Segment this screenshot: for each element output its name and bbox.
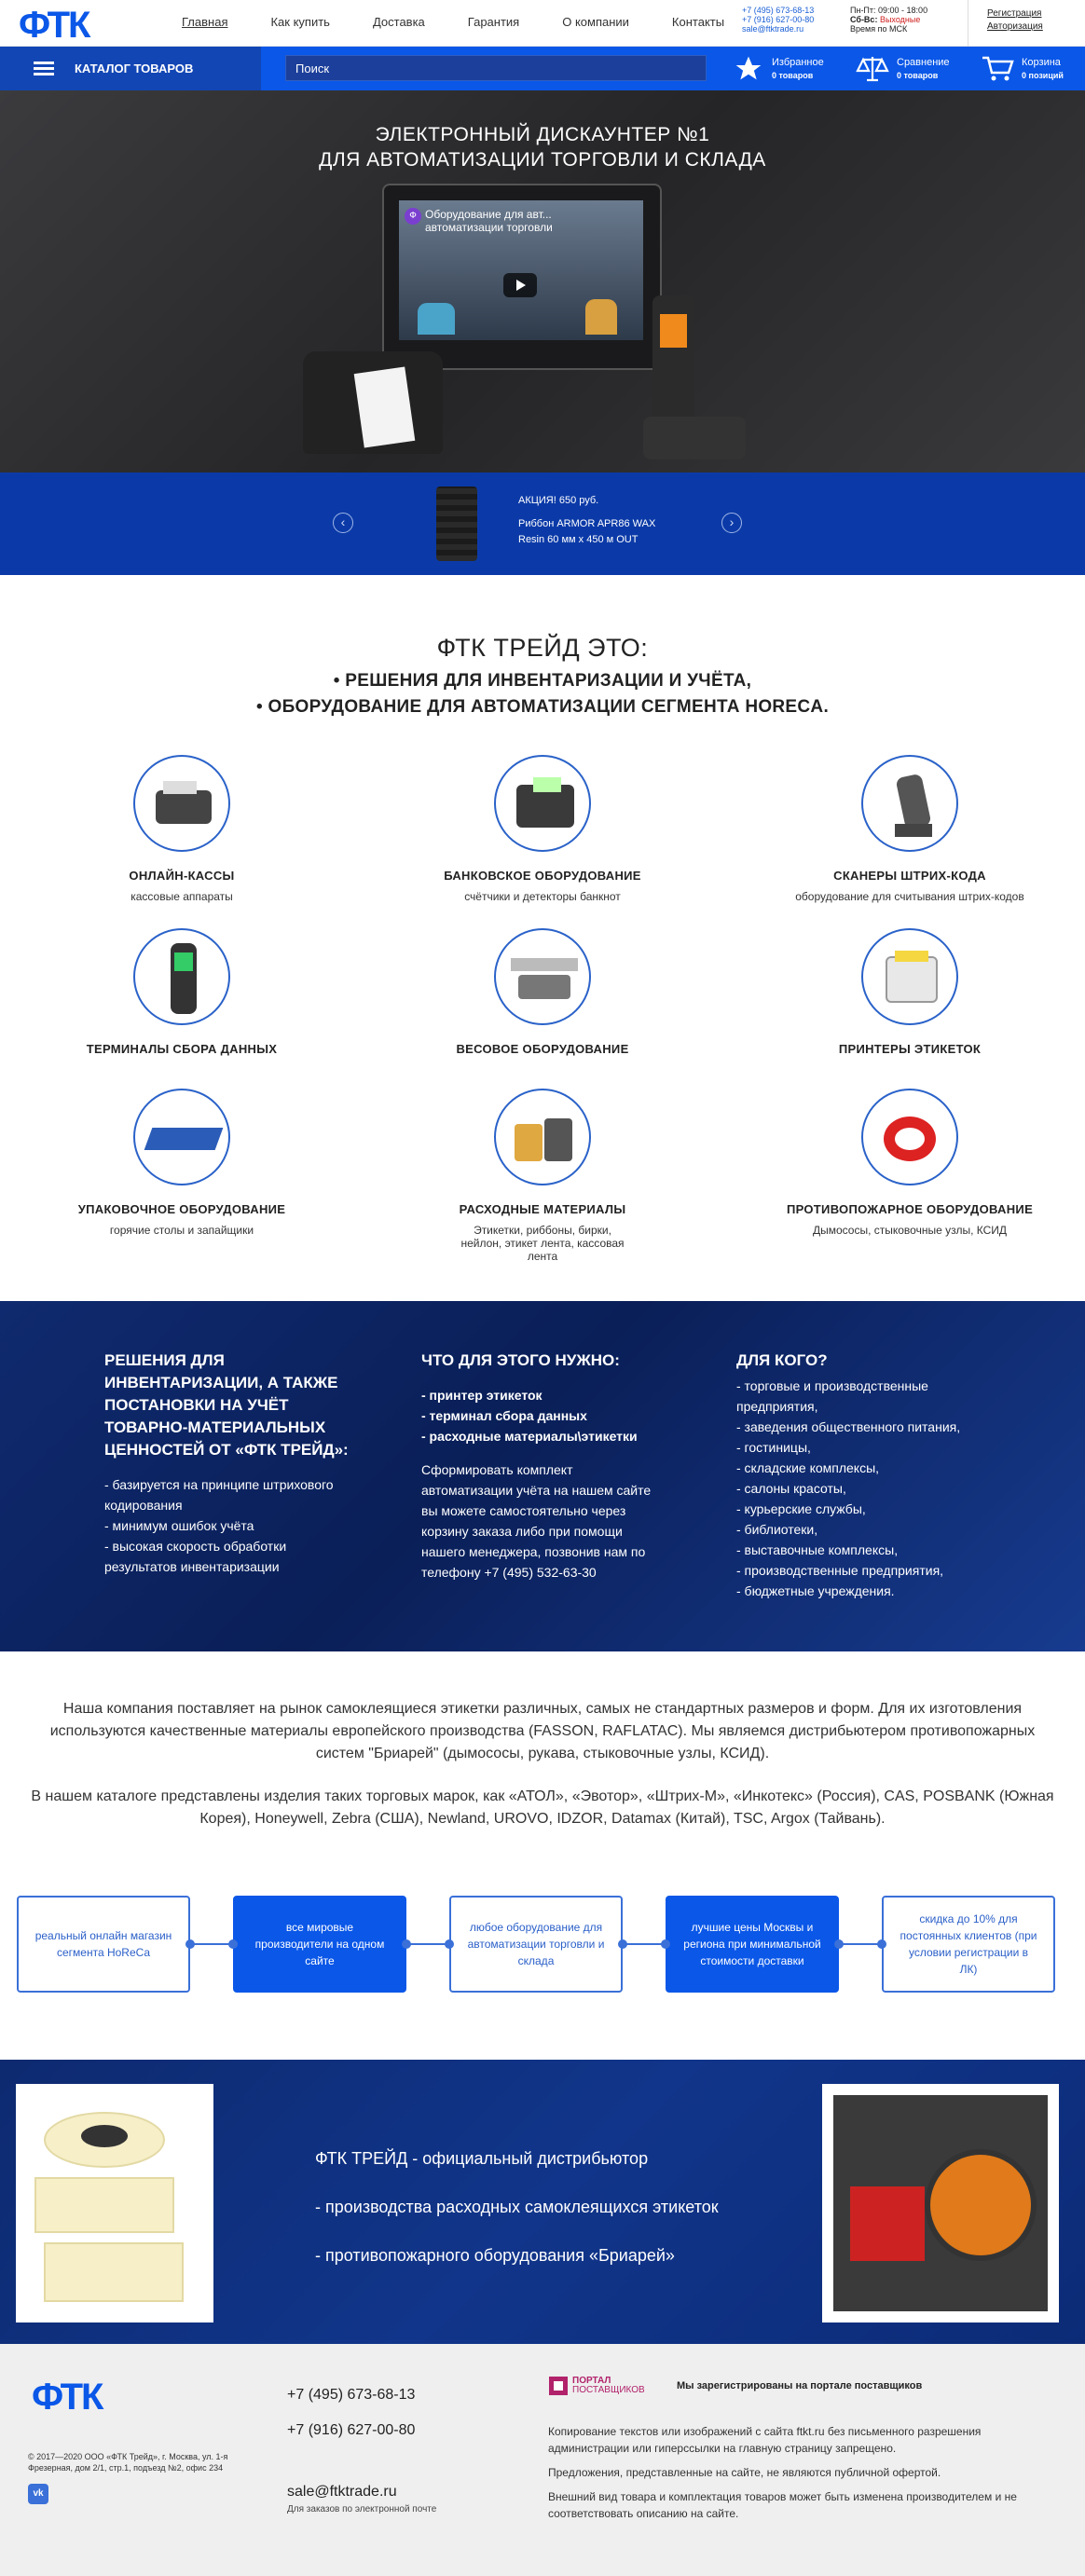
channel-avatar: Ф [405, 208, 421, 225]
footer-logo[interactable] [32, 2376, 153, 2415]
nav-delivery[interactable]: Доставка [372, 15, 425, 29]
requirements-text: Сформировать комплект автоматизации учёта на нашем сайте вы можете самостоятельно через корзину заказа либо при помощи нашего менеджера, позвонив нам по телефону +7 (495) 532-63-30 [421, 1462, 652, 1580]
legal-offer: Предложения, представленные на сайте, не являются публичной офертой. [548, 2466, 941, 2479]
connector-dot [877, 1939, 886, 1949]
svg-text:ФТК: ФТК [19, 5, 89, 43]
list-item: - складские комплексы, [736, 1460, 880, 1475]
favorites-label: Избранное [772, 57, 824, 68]
login-link[interactable]: Авторизация [987, 21, 1043, 32]
search-input[interactable]: Поиск [285, 55, 707, 81]
label-rolls-image [16, 2084, 213, 2323]
category-desc: Дымососы, стыковочные узлы, КСИД [812, 1224, 1008, 1237]
catalog-button[interactable] [0, 47, 261, 90]
hours-weekend [850, 15, 927, 24]
intro-section [0, 634, 1085, 720]
video-player[interactable] [399, 200, 643, 340]
legal-copying: Копирование текстов или изображений с сайта ftkt.ru без письменного разрешения администрации или гиперссылки на главную страницу запрещено. [548, 2425, 982, 2455]
list-item: - гостиницы, [736, 1440, 811, 1455]
hours-weekend-value: Выходные [879, 15, 921, 24]
cart-button[interactable] [981, 54, 1064, 84]
promo-slider [0, 473, 1085, 575]
list-item: - расходные материалы\этикетки [421, 1429, 638, 1444]
money-counter-icon [494, 755, 591, 852]
auth-links [968, 0, 1085, 47]
hero-title [0, 122, 1085, 172]
nav-how-to-buy[interactable]: Как купить [270, 15, 330, 29]
ribbon-image [436, 486, 477, 561]
work-hours [850, 6, 927, 34]
category-bank-equipment[interactable] [403, 755, 682, 903]
hours-weekdays: Пн-Пт: 09:00 - 18:00 [850, 6, 928, 15]
promo-text[interactable] [518, 493, 655, 548]
distributor-line-2: - производства расходных самоклеящихся этикеток [315, 2198, 719, 2216]
legal-appearance: Внешний вид товара и комплектация товаров может быть изменена производителем и не соответствовать описанию на сайте. [548, 2490, 1017, 2520]
nav-about[interactable]: О компании [562, 15, 629, 29]
terminal-screen [660, 314, 687, 348]
toolbar [0, 47, 1085, 90]
portal-icon [548, 2376, 569, 2396]
svg-text:ФТК: ФТК [32, 2377, 103, 2415]
list-item: - минимум ошибок учёта [104, 1518, 254, 1533]
barcode-scanner-icon [861, 755, 958, 852]
cartoon-figure [418, 303, 455, 335]
category-title: ПРОТИВОПОЖАРНОЕ ОБОРУДОВАНИЕ [786, 1202, 1034, 1216]
portal-text: Мы зарегистрированы на портале поставщиков [677, 2380, 923, 2391]
intro-title: ФТК ТРЕЙД ЭТО: [436, 634, 649, 662]
category-label-printers[interactable] [770, 928, 1050, 1063]
scales-icon [856, 54, 889, 84]
nav-warranty[interactable]: Гарантия [467, 15, 520, 29]
play-icon[interactable] [503, 273, 537, 297]
footer-phones [287, 2377, 415, 2448]
about-paragraph-2: В нашем каталоге представлены изделия таких торговых марок, как «АТОЛ», «Эвотор», «Штрих-М», «Инкотекс» (Россия), CAS, POSBANK (Южная Корея), Honeywell, Zebra (США), Newland, UROVO, IDZOR, Datamax (Китай), TSC, Argox (Тайвань). [31, 1788, 1054, 1827]
vk-icon[interactable]: vk [28, 2484, 48, 2504]
distributor-line-3: - противопожарного оборудования «Бриарей» [315, 2246, 675, 2265]
cash-register-icon [133, 755, 230, 852]
next-arrow-icon[interactable]: › [721, 513, 742, 533]
hours-timezone: Время по МСК [850, 24, 908, 34]
distributor-text [315, 2134, 719, 2280]
register-link[interactable]: Регистрация [987, 8, 1042, 19]
menu-icon [34, 62, 54, 76]
solutions-title: РЕШЕНИЯ ДЛЯ ИНВЕНТАРИЗАЦИИ, А ТАКЖЕ ПОСТАНОВКИ НА УЧЁТ ТОВАРНО-МАТЕРИАЛЬНЫХ ЦЕННОСТЕЙ ОТ «ФТК ТРЕЙД»: [104, 1351, 349, 1459]
list-item: - заведения общественного питания, [736, 1419, 961, 1434]
main-nav [182, 15, 767, 29]
category-packaging[interactable] [42, 1089, 322, 1237]
portal-logo-line-1: ПОРТАЛ [572, 2376, 611, 2386]
compare-label: Сравнение [897, 57, 950, 68]
category-title: БАНКОВСКОЕ ОБОРУДОВАНИЕ [444, 869, 641, 883]
list-item: - высокая скорость обработки результатов инвентаризации [104, 1539, 287, 1574]
category-desc: Этикетки, риббоны, бирки, нейлон, этикет лента, кассовая лента [460, 1224, 625, 1263]
scales-device-icon [494, 928, 591, 1025]
favorites-button[interactable] [733, 54, 824, 84]
category-scales[interactable] [403, 928, 682, 1063]
pos-monitor-image [382, 184, 662, 370]
footer-phone-2[interactable]: +7 (916) 627-00-80 [287, 2422, 416, 2438]
prev-arrow-icon[interactable]: ‹ [333, 513, 353, 533]
category-fire-equipment[interactable] [770, 1089, 1050, 1237]
catalog-label: КАТАЛОГ ТОВАРОВ [75, 62, 194, 75]
connector-dot [185, 1939, 195, 1949]
compare-count: 0 товаров [897, 71, 939, 80]
packaging-machine-icon [133, 1089, 230, 1185]
category-consumables[interactable] [403, 1089, 682, 1263]
cartoon-figure [585, 299, 617, 335]
compare-button[interactable] [856, 54, 950, 84]
footer-email-note: Для заказов по электронной почте [287, 2504, 437, 2514]
connector-dot [228, 1939, 238, 1949]
category-title: ОНЛАЙН-КАССЫ [129, 869, 235, 883]
portal-logo-line-2: ПОСТАВЩИКОВ [572, 2385, 645, 2395]
list-item: - принтер этикеток [421, 1388, 542, 1403]
requirements-col [421, 1350, 666, 1583]
video-title-line-2: автоматизации торговли [425, 221, 553, 234]
about-paragraph-1: Наша компания поставляет на рынок самоклеящиеся этикетки различных, самых не стандартных размеров и форм. Для их изготовления используются качественные материалы европейского производства (FASSON, RAFLATAC). Мы являемся дистрибьютером противопожарных систем "Бриарей" (дымососы, рукава, стыковочные узлы, КСИД). [49, 1701, 1036, 1761]
list-item: - курьерские службы, [736, 1501, 866, 1516]
advantage-card: все мировые производители на одном сайте [233, 1896, 406, 1993]
connector-dot [661, 1939, 670, 1949]
category-desc: кассовые аппараты [130, 890, 233, 903]
promo-price: АКЦИЯ! 650 руб. [518, 495, 599, 506]
advantage-card: лучшие цены Москвы и региона при минимальной стоимости доставки [666, 1896, 839, 1993]
connector [839, 1943, 882, 1945]
hero-title-line-2: ДЛЯ АВТОМАТИЗАЦИИ ТОРГОВЛИ И СКЛАДА [319, 149, 766, 171]
terminal-dock-image [643, 417, 746, 459]
category-title: ВЕСОВОЕ ОБОРУДОВАНИЕ [456, 1042, 629, 1056]
ftk-logo[interactable] [19, 4, 144, 43]
portal-logo [548, 2374, 660, 2398]
header-email[interactable]: sale@ftktrade.ru [742, 24, 804, 34]
category-title: РАСХОДНЫЕ МАТЕРИАЛЫ [459, 1202, 626, 1216]
promo-product: Риббон ARMOR APR86 WAX [518, 518, 656, 529]
list-item: - бюджетные учреждения. [736, 1583, 895, 1598]
promo-product-size: Resin 60 мм х 450 м OUT [518, 534, 639, 545]
solutions-section [0, 1301, 1085, 1651]
header-phone-1[interactable]: +7 (495) 673-68-13 [742, 6, 815, 15]
star-icon [733, 54, 764, 84]
footer [0, 2344, 1085, 2576]
category-data-terminals[interactable] [42, 928, 322, 1063]
list-item: - выставочные комплексы, [736, 1542, 899, 1557]
hero-banner [0, 90, 1085, 473]
list-item: - терминал сбора данных [421, 1408, 587, 1423]
requirements-title: ЧТО ДЛЯ ЭТОГО НУЖНО: [421, 1351, 620, 1369]
distributor-line-1: ФТК ТРЕЙД - официальный дистрибьютор [315, 2149, 649, 2168]
label-rolls-icon [494, 1089, 591, 1185]
fire-ventilator-image [822, 2084, 1059, 2323]
label-printer-icon [861, 928, 958, 1025]
connector [623, 1943, 666, 1945]
video-title [425, 208, 553, 234]
category-desc: счётчики и детекторы банкнот [464, 890, 621, 903]
category-title: УПАКОВОЧНОЕ ОБОРУДОВАНИЕ [77, 1202, 286, 1216]
connector-dot [445, 1939, 454, 1949]
favorites-count: 0 товаров [772, 71, 814, 80]
cart-count: 0 позиций [1022, 71, 1064, 80]
category-title: ПРИНТЕРЫ ЭТИКЕТОК [838, 1042, 982, 1056]
solutions-col [104, 1350, 356, 1577]
list-item: - торговые и производственные предприятия, [736, 1378, 928, 1414]
footer-phone-1[interactable]: +7 (495) 673-68-13 [287, 2387, 416, 2403]
audience-title: ДЛЯ КОГО? [736, 1351, 828, 1369]
advantage-card: реальный онлайн магазин сегмента HoReCa [17, 1896, 190, 1993]
category-desc: оборудование для считывания штрих-кодов [795, 890, 1024, 903]
connector-dot [618, 1939, 627, 1949]
hero-title-line-1: ЭЛЕКТРОННЫЙ ДИСКАУНТЕР №1 [375, 124, 710, 145]
nav-home[interactable]: Главная [182, 15, 228, 29]
category-desc: горячие столы и запайщики [109, 1224, 254, 1237]
top-header [0, 0, 1085, 47]
advantage-card: скидка до 10% для постоянных клиентов (при условии регистрации в ЛК) [882, 1896, 1055, 1993]
list-item: - базируется на принципе штрихового кодирования [104, 1477, 334, 1513]
connector-dot [402, 1939, 411, 1949]
connector [406, 1943, 449, 1945]
category-barcode-scanners[interactable] [770, 755, 1050, 903]
header-phone-2[interactable]: +7 (916) 627-00-80 [742, 15, 815, 24]
footer-email-block [287, 2484, 436, 2514]
hours-weekend-label: Сб-Вс: [850, 15, 880, 24]
category-online-kassy[interactable] [42, 755, 322, 903]
advantage-card: любое оборудование для автоматизации торговли и склада [449, 1896, 623, 1993]
list-item: - производственные предприятия, [736, 1563, 944, 1578]
footer-email[interactable]: sale@ftktrade.ru [287, 2484, 397, 2500]
list-item: - салоны красоты, [736, 1481, 846, 1496]
distributor-section [0, 2060, 1085, 2344]
data-terminal-icon [133, 928, 230, 1025]
category-title: СКАНЕРЫ ШТРИХ-КОДА [833, 869, 986, 883]
header-contacts [742, 6, 814, 34]
connector [190, 1943, 233, 1945]
nav-contacts[interactable]: Контакты [671, 15, 725, 29]
intro-line-2: • ОБОРУДОВАНИЕ ДЛЯ АВТОМАТИЗАЦИИ СЕГМЕНТА HORECA. [255, 697, 830, 717]
connector-dot [834, 1939, 844, 1949]
cart-icon [981, 54, 1014, 84]
list-item: - библиотеки, [736, 1522, 818, 1537]
audience-col [736, 1350, 997, 1601]
fire-hose-icon [861, 1089, 958, 1185]
cart-label: Корзина [1022, 57, 1061, 68]
suppliers-portal[interactable] [548, 2374, 922, 2398]
copyright: © 2017—2020 ООО «ФТК Трейд», г. Москва, ул. 1-я Фрезерная, дом 2/1, стр.1, подъезд №2, офис 234 [28, 2452, 228, 2473]
intro-line-1: • РЕШЕНИЯ ДЛЯ ИНВЕНТАРИЗАЦИИ И УЧЁТА, [333, 671, 752, 691]
about-text [28, 1698, 1057, 1851]
label-tape-image [354, 367, 416, 448]
advantages-row [0, 1896, 1085, 1994]
video-title-line-1: Оборудование для авт... [425, 208, 552, 221]
legal-text [548, 2423, 1051, 2529]
category-title: ТЕРМИНАЛЫ СБОРА ДАННЫХ [86, 1042, 278, 1056]
